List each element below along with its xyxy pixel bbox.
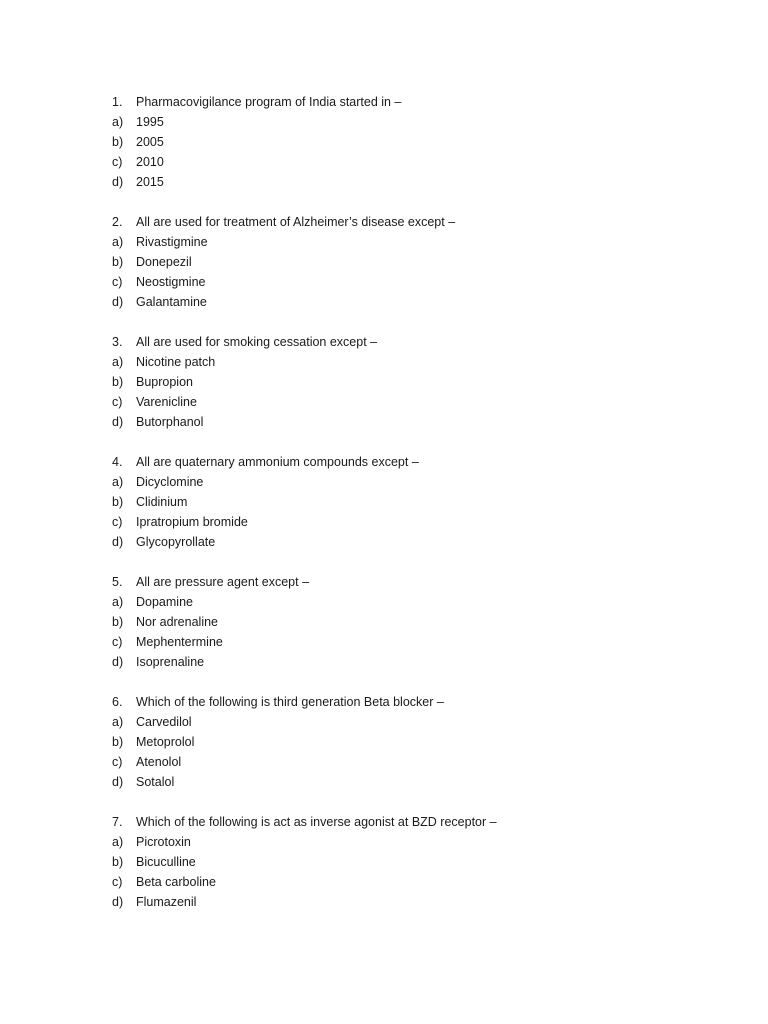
option-letter: b): [112, 135, 124, 149]
option-letter: b): [112, 255, 124, 269]
option-text: Clidinium: [136, 495, 188, 509]
question-block: [112, 332, 712, 432]
option-item: [112, 412, 712, 432]
question-text: All are pressure agent except –: [136, 575, 310, 589]
option-letter: c): [112, 275, 123, 289]
option-text: 1995: [136, 115, 164, 129]
option-letter: d): [112, 175, 124, 189]
option-item: [112, 652, 712, 672]
question-stem: [112, 92, 712, 112]
question-text: All are used for treatment of Alzheimer’s disease except –: [136, 215, 456, 229]
option-text: Donepezil: [136, 255, 192, 269]
option-item: [112, 752, 712, 772]
option-text: 2010: [136, 155, 164, 169]
option-text: Nicotine patch: [136, 355, 216, 369]
option-text: Sotalol: [136, 775, 175, 789]
option-item: [112, 532, 712, 552]
question-block: [112, 452, 712, 552]
question-text: Which of the following is third generation Beta blocker –: [136, 695, 444, 709]
option-item: [112, 632, 712, 652]
question-number: 7.: [112, 815, 123, 829]
question-block: [112, 572, 712, 672]
question-number: 2.: [112, 215, 123, 229]
option-item: [112, 372, 712, 392]
option-letter: a): [112, 355, 124, 369]
option-letter: c): [112, 635, 123, 649]
question-block: [112, 212, 712, 312]
option-text: Beta carboline: [136, 875, 216, 889]
option-letter: b): [112, 855, 124, 869]
option-item: [112, 132, 712, 152]
option-text: Picrotoxin: [136, 835, 191, 849]
option-text: Varenicline: [136, 395, 197, 409]
option-item: [112, 852, 712, 872]
question-number: 4.: [112, 455, 123, 469]
option-text: Dopamine: [136, 595, 193, 609]
option-item: [112, 732, 712, 752]
question-stem: [112, 812, 712, 832]
option-item: [112, 352, 712, 372]
option-text: Isoprenaline: [136, 655, 205, 669]
option-letter: c): [112, 515, 123, 529]
option-letter: d): [112, 895, 124, 909]
option-item: [112, 392, 712, 412]
option-text: Ipratropium bromide: [136, 515, 248, 529]
option-text: Metoprolol: [136, 735, 195, 749]
option-letter: a): [112, 595, 124, 609]
option-text: Neostigmine: [136, 275, 206, 289]
option-text: 2015: [136, 175, 164, 189]
option-item: [112, 292, 712, 312]
option-item: [112, 272, 712, 292]
option-item: [112, 252, 712, 272]
option-item: [112, 872, 712, 892]
option-item: [112, 592, 712, 612]
question-stem: [112, 332, 712, 352]
option-letter: b): [112, 615, 124, 629]
option-text: Glycopyrollate: [136, 535, 216, 549]
question-number: 1.: [112, 95, 123, 109]
option-letter: d): [112, 535, 124, 549]
option-letter: c): [112, 755, 123, 769]
option-item: [112, 232, 712, 252]
option-item: [112, 712, 712, 732]
option-text: Carvedilol: [136, 715, 192, 729]
option-item: [112, 772, 712, 792]
option-letter: d): [112, 775, 124, 789]
option-item: [112, 492, 712, 512]
option-letter: a): [112, 715, 124, 729]
option-letter: c): [112, 155, 123, 169]
option-letter: c): [112, 395, 123, 409]
question-text: All are quaternary ammonium compounds except –: [136, 455, 419, 469]
option-letter: d): [112, 415, 124, 429]
option-letter: b): [112, 375, 124, 389]
option-item: [112, 892, 712, 912]
option-text: Dicyclomine: [136, 475, 204, 489]
option-letter: d): [112, 295, 124, 309]
question-stem: [112, 212, 712, 232]
question-stem: [112, 452, 712, 472]
option-text: Atenolol: [136, 755, 182, 769]
option-item: [112, 472, 712, 492]
option-letter: a): [112, 835, 124, 849]
option-text: Bicuculline: [136, 855, 196, 869]
option-letter: a): [112, 235, 124, 249]
option-letter: d): [112, 655, 124, 669]
option-letter: b): [112, 495, 124, 509]
question-text: Pharmacovigilance program of India started in –: [136, 95, 402, 109]
question-stem: [112, 692, 712, 712]
option-text: Bupropion: [136, 375, 193, 389]
option-letter: b): [112, 735, 124, 749]
option-text: Galantamine: [136, 295, 207, 309]
question-list: [112, 92, 712, 932]
question-text: All are used for smoking cessation except –: [136, 335, 378, 349]
option-item: [112, 832, 712, 852]
option-text: Rivastigmine: [136, 235, 208, 249]
option-text: Mephentermine: [136, 635, 223, 649]
option-letter: c): [112, 875, 123, 889]
option-text: 2005: [136, 135, 164, 149]
question-number: 6.: [112, 695, 123, 709]
option-item: [112, 512, 712, 532]
question-block: [112, 812, 712, 912]
option-item: [112, 172, 712, 192]
option-item: [112, 152, 712, 172]
option-item: [112, 612, 712, 632]
question-text: Which of the following is act as inverse agonist at BZD receptor –: [136, 815, 497, 829]
option-letter: a): [112, 115, 124, 129]
option-text: Nor adrenaline: [136, 615, 218, 629]
option-item: [112, 112, 712, 132]
question-number: 5.: [112, 575, 123, 589]
question-block: [112, 92, 712, 192]
question-block: [112, 692, 712, 792]
option-text: Flumazenil: [136, 895, 197, 909]
question-stem: [112, 572, 712, 592]
option-letter: a): [112, 475, 124, 489]
question-number: 3.: [112, 335, 123, 349]
option-text: Butorphanol: [136, 415, 204, 429]
